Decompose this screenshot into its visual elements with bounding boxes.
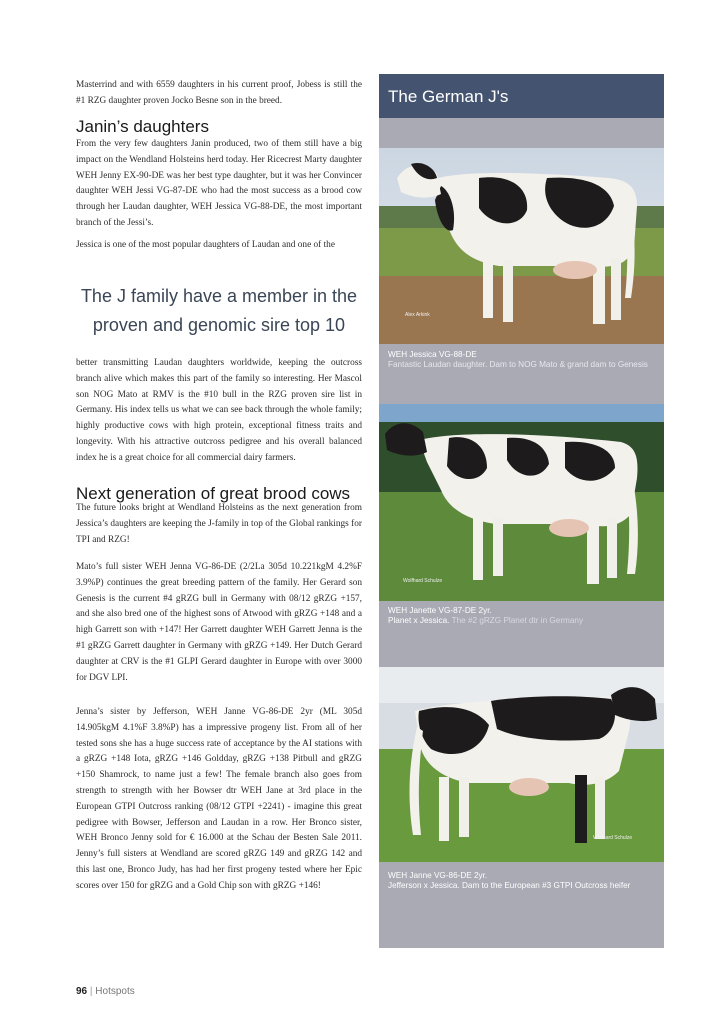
caption-text: Fantastic Laudan daughter. Dam to NOG Mato & grand dam to Genesis bbox=[388, 360, 648, 369]
caption-janne bbox=[388, 871, 658, 891]
publication-name: Hotspots bbox=[95, 986, 135, 997]
section-heading-next-generation: Next generation of great brood cows bbox=[76, 484, 351, 503]
sidebar-german-js bbox=[379, 74, 664, 948]
photo-credit: Alex Arkink bbox=[405, 312, 430, 318]
sidebar-title: The German J's bbox=[388, 87, 509, 106]
page-footer bbox=[76, 986, 135, 997]
paragraph-mato: Mato’s full sister WEH Jenna VG-86-DE (2/2La 305d 10.221kgM 4.2%F 3.9%P) continues the great breeding pattern of the family. Her Gerard son Genesis is the current #4 gRZG bull in Germany with 08/12 gRZG +157, and she also bred one of the highest sons of Atwood with gRZG +148 and a high Garrett son with +147! Her Garrett daughter WEH Garrett Jenna is the #1 gRZG Garrett daughter in Germany with gRZG +149. Her Dutch Gerard daughter at CRV is the #1 GLPI Gerard daughter in Europe with over 3000 for DGV LPI. bbox=[76, 562, 362, 683]
caption-jessica bbox=[388, 350, 658, 370]
page-number: 96 bbox=[76, 986, 88, 997]
caption-bold: Jefferson x Jessica. Dam to the European #3 GTPI Outcross heifer bbox=[388, 881, 631, 890]
caption-text: The #2 gRZG Planet dtr in Germany bbox=[449, 616, 584, 625]
caption-title: WEH Janne VG-86-DE 2yr. bbox=[388, 871, 488, 880]
caption-title: WEH Jessica VG-88-DE bbox=[388, 350, 477, 359]
section-heading-janin: Janin’s daughters bbox=[76, 117, 209, 136]
paragraph-jenna: Jenna’s sister by Jefferson, WEH Janne VG-86-DE 2yr (ML 305d 14.905kgM 4.1%F 3.8%P) has a impressive progeny list. From all of her tested sons she has a huge success rate of acceptance by the AI stations with a gRZG +148 Iota, gRZG +146 Goldday, gRZG +138 Pitbull and gRZG +150 Shamrock, to name just a few! The female branch also goes from strength to strength with her Bowser dtr WEH Jane at 3rd place in the European GTPI Outcross ranking (08/12 GTPI +2241) - imagine this great pedigree with Bowser, Jefferson and Laudan in a row. Her Bronco sister, WEH Bronco Jenny sold for € 16.000 at the Schau der Besten Sale 2011. Jenny’s full sisters at Wendland are scored gRZG 149 and gRZG 142 and this last one, Bronco Judy, has had her first progeny tested where her Epic scores over 150 for gRZG and a Gold Chip son with gRZG +146! bbox=[76, 707, 362, 891]
intro-paragraph: Masterrind and with 6559 daughters in his current proof, Jobess is still the #1 RZG daughter proven Jocko Besne son in the breed. bbox=[76, 80, 362, 106]
cow-photo-janette bbox=[379, 404, 664, 601]
photo-credit: Wolfhard Schulze bbox=[593, 835, 633, 841]
sidebar-header bbox=[379, 74, 664, 118]
footer-separator: | bbox=[89, 986, 93, 997]
cow-photo-jessica bbox=[379, 148, 664, 344]
paragraph-continuation: better transmitting Laudan daughters worldwide, keeping the outcross branch alive which makes this part of the family so interesting. Her Mascol son NOG Mato at RMV is the #10 bull in the RZG proven sire list in Germany. His index tells us what we can see back through the whole family; highly productive cows with high protein, exceptional fitness traits and longevity. With his attractive outcross pedigree and his overall balanced index he is a great choice for all commercial dairy farmers. bbox=[76, 358, 362, 463]
pull-quote-line-1: The J family have a member in the bbox=[80, 286, 358, 306]
photo-credit: Wolfhard Schulze bbox=[403, 578, 443, 584]
caption-title: WEH Janette VG-87-DE 2yr. bbox=[388, 606, 492, 615]
pull-quote-line-2: proven and genomic sire top 10 bbox=[92, 315, 346, 335]
paragraph-janin-2: Jessica is one of the most popular daughters of Laudan and one of the bbox=[76, 240, 335, 250]
pull-quote bbox=[76, 282, 362, 340]
paragraph-janin-1: From the very few daughters Janin produced, two of them still have a big impact on the Wendland Holsteins herd today. Her Ricecrest Marty daughter WEH Jenny EX-90-DE was her best type daughter, but it was her Convincer daughter WEH Jessi VG-87-DE who had the most success as a brood cow through her Laudan daughter, WEH Jessica VG-88-DE, the most important branch of the Jessi’s. bbox=[76, 139, 362, 228]
caption-bold: Planet x Jessica. bbox=[388, 616, 450, 625]
cow-photo-janne bbox=[379, 667, 664, 862]
caption-janette bbox=[388, 606, 658, 626]
paragraph-next-1: The future looks bright at Wendland Holsteins as the next generation from Jessica’s daughters are keeping the J-family in top of the Global rankings for TPI and RZG! bbox=[76, 503, 362, 545]
